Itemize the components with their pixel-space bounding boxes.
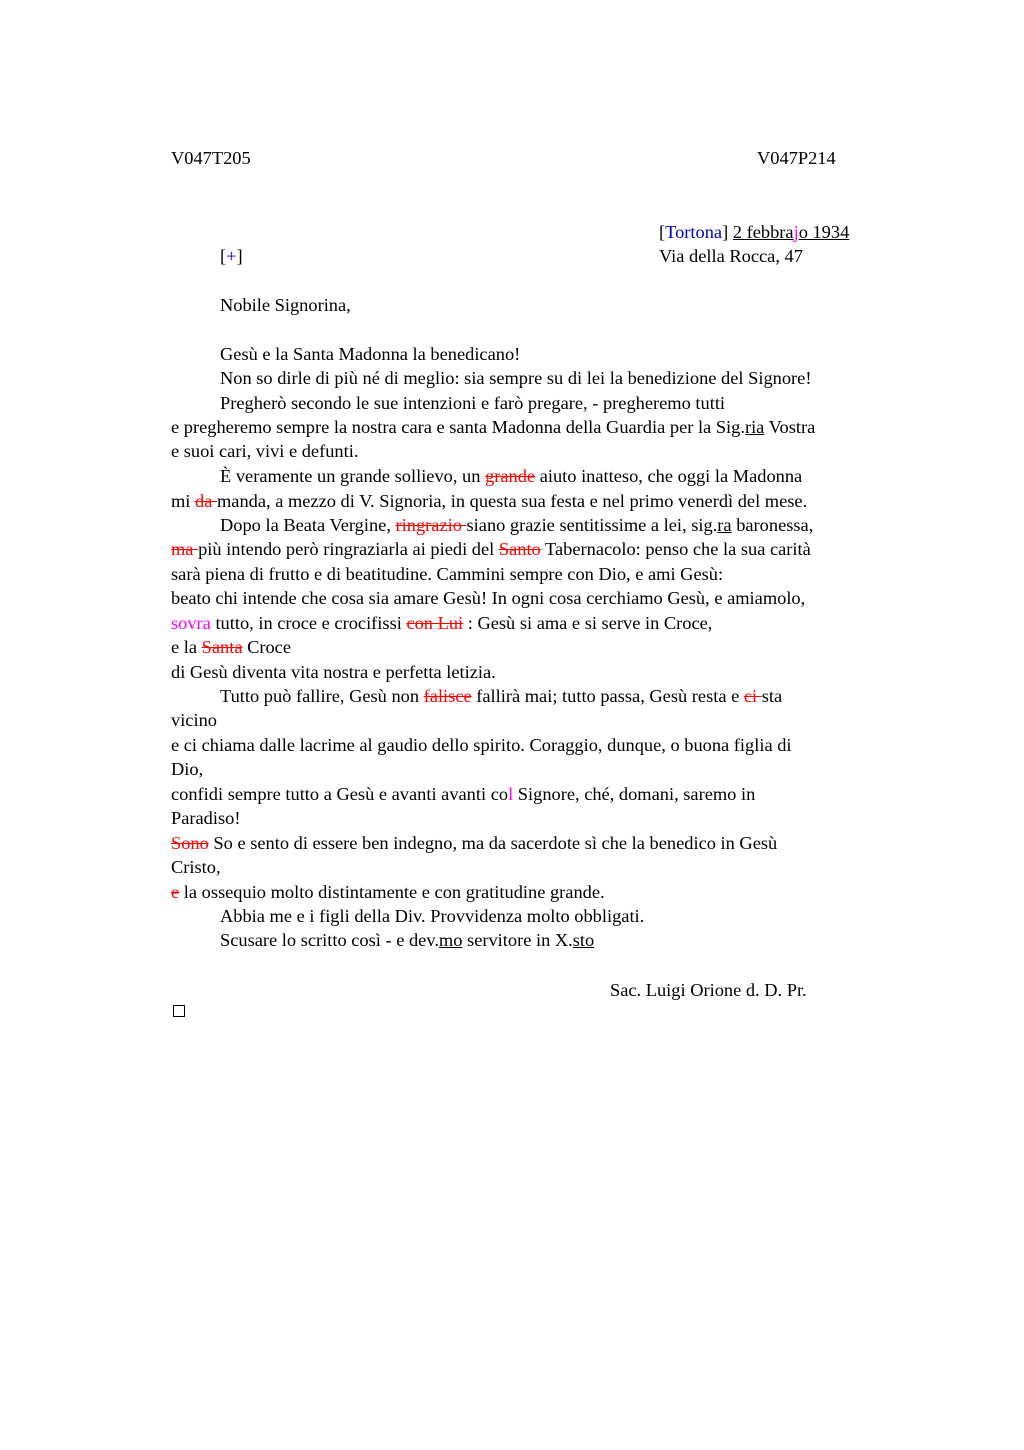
added-text: sovra: [171, 613, 211, 633]
body-line: ma più intendo però ringraziarla ai piedi del Santo Tabernacolo: penso che la sua carità: [171, 539, 811, 559]
body-line: e pregheremo sempre la nostra cara e santa Madonna della Guardia per la Sig.ria Vostra: [171, 417, 816, 437]
body-line: beato chi intende che cosa sia amare Gesù! In ogni cosa cerchiamo Gesù, e amiamolo,: [171, 588, 806, 608]
address: Via della Rocca, 47: [659, 246, 803, 266]
deleted-text: con Lui: [406, 613, 464, 633]
body-line: Sono So e sento di essere ben indegno, ma da sacerdote sì che la benedico in Gesù: [171, 833, 778, 853]
body-line: Abbia me e i figli della Div. Provvidenza molto obbligati.: [220, 906, 645, 926]
body-line: Dopo la Beata Vergine, ringrazio siano grazie sentitissime a lei, sig.ra baronessa,: [220, 515, 814, 535]
deleted-text: Santo: [498, 539, 541, 559]
dateline: [Tortona] 2 febbrajo 1934: [659, 222, 850, 242]
cross-icon: +: [226, 246, 237, 266]
deleted-text: grande: [485, 466, 536, 486]
deleted-text: Sono: [171, 833, 209, 853]
body-line: e ci chiama dalle lacrime al gaudio dello spirito. Coraggio, dunque, o buona figlia di: [171, 735, 792, 755]
deleted-text: falisce: [423, 686, 472, 706]
salutation: Nobile Signorina,: [220, 295, 351, 315]
body-line: Cristo,: [171, 857, 221, 877]
body-line: Tutto può fallire, Gesù non falisce fallirà mai; tutto passa, Gesù resta e ci sta: [220, 686, 783, 706]
body-line: vicino: [171, 710, 217, 730]
body-line: Non so dirle di più né di meglio: sia sempre su di lei la benedizione del Signore!: [220, 368, 812, 388]
body-line: Paradiso!: [171, 808, 241, 828]
body-line: e la ossequio molto distintamente e con gratitudine grande.: [171, 882, 605, 902]
body-line: sovra tutto, in croce e crocifissi con Lui : Gesù si ama e si serve in Croce,: [171, 613, 713, 633]
deleted-text: ma: [171, 539, 199, 559]
body-line: È veramente un grande sollievo, un grande aiuto inatteso, che oggi la Madonna: [220, 466, 803, 486]
body-line: Dio,: [171, 759, 204, 779]
body-line: confidi sempre tutto a Gesù e avanti avanti col Signore, ché, domani, saremo in: [171, 784, 756, 804]
deleted-text: e: [171, 882, 180, 902]
body-line: sarà piena di frutto e di beatitudine. Cammini sempre con Dio, e ami Gesù:: [171, 564, 724, 584]
added-text: l: [508, 784, 514, 804]
deleted-text: Santa: [201, 637, 243, 657]
deleted-text: da: [195, 491, 217, 511]
body-line: Scusare lo scritto così - e dev.mo servitore in X.sto: [220, 930, 595, 950]
document-code-right: V047P214: [757, 148, 836, 168]
body-line: di Gesù diventa vita nostra e perfetta letizia.: [171, 662, 496, 682]
body-line: e la Santa Croce: [171, 637, 292, 657]
deleted-text: ci: [743, 686, 762, 706]
body-line: e suoi cari, vivi e defunti.: [171, 441, 359, 461]
deleted-text: ringrazio: [395, 515, 467, 535]
body-line: mi da manda, a mezzo di V. Signoria, in questa sua festa e nel primo venerdì del mese.: [171, 491, 808, 511]
place-name: Tortona: [665, 222, 723, 242]
empty-square-icon: [173, 1005, 185, 1017]
body-line: Pregherò secondo le sue intenzioni e farò pregare, - pregheremo tutti: [220, 393, 726, 413]
signature: Sac. Luigi Orione d. D. Pr.: [610, 980, 807, 1000]
document-code-left: V047T205: [171, 148, 251, 168]
date: 2 febbrajo 1934: [732, 222, 850, 242]
cross-mark: [+]: [220, 246, 243, 266]
body-line: Gesù e la Santa Madonna la benedicano!: [220, 344, 521, 364]
